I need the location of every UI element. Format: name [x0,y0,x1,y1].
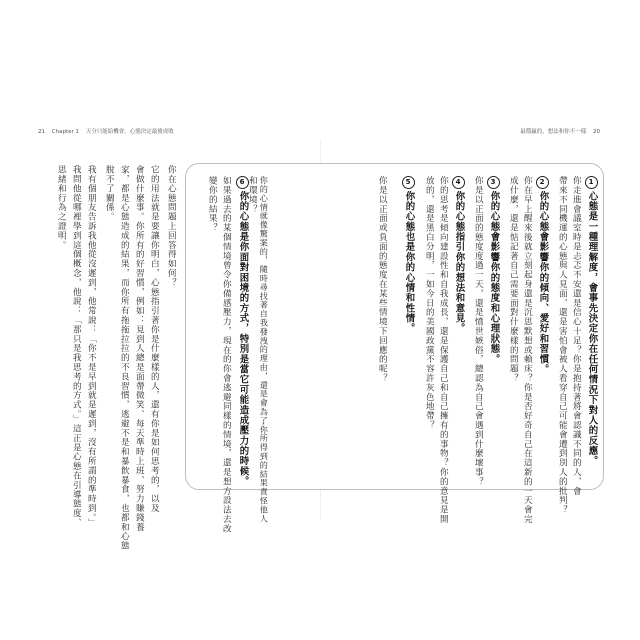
right-page-number: 20 [593,129,600,135]
left-chapter-title: 天分只能給機會，心態決定最後成敗 [85,129,174,135]
item-4-line-1: 你的思考是傾向建設性和自我成長，還是保護自己和自己擁有的事物？你的意見是開 [438,176,449,524]
item-6-line-3: 如果過去的某個情境曾令你備感壓力，現在的你會逃避同樣的情境，還是想方設法去改 [221,176,232,534]
item-1-line-2: 帶來不同機運的心態與人見面，還是害怕會被人看穿自己可能會遭到別人的批判？ [557,176,568,515]
item-2-line-1: 你在早上醒來後就立刻起身還是沉思默想或賴床？你是否好奇自己在這新的一天會完 [522,176,533,524]
left-body-line-1: 你在心態問題上回答得如何？ [166,165,177,288]
item-6-line-4: 變你的結果？ [207,176,218,233]
item-2-heading: 2你的心態會影響你的傾向、愛好和習慣。 [537,178,549,375]
left-body-line-2: 它的用法就是要讓你明白，心態指引著你是什麼樣的人，還有你是如何思考的，以及 [149,165,160,513]
left-body-line-8: 思緒和行為之證明。 [56,165,67,250]
item-1-heading: 1心態是一種理解度，會事先決定你在任何情況下對人的反應。 [586,178,598,467]
item-6-heading: 6你的心態是你面對困境的方式，特別是當它可能造成壓力的時候。 [237,178,249,487]
item-6-number: 6 [236,176,249,189]
left-body-line-3: 會做什麼事。你所有的好習慣，例如：見到人總是面帶微笑、每天準時上班、努力賺錢養 [134,165,145,532]
item-5-line-1: 你是以正面或負面的態度在某些情境下回應的呢？ [377,176,388,383]
left-body-line-7: 我問他從哪裡學到這個概念，他說：「那只是我思考的方式。」這正是心態在引導態度、 [71,165,82,528]
item-4-line-2: 放的，還是黑白分明，一如今日的美國政黨不容許灰色地帶？ [424,176,435,430]
right-chapter-title: 最穩贏的，想法和你不一樣 [520,129,587,135]
item-4-heading: 4你的心態指引你的想法和意見。 [453,178,465,334]
item-6-line-1: 你的心情就像驚案的，隨時尋找著自我發洩的理由，還是會為了你所得到的結果責怪他人 [259,176,270,524]
item-2-number: 2 [536,176,549,189]
left-chapter-label: Chapter 1 [51,129,79,135]
item-1-line-1: 你走進會議室時是忐忑不安還是信心十足？你是抱持著將會認識不同的人，會 [571,176,582,496]
item-1-number: 1 [585,176,598,189]
item-2-line-2: 成什麼，還是惦記著自己需要面對什麼樣的問題？ [508,176,519,383]
item-3-heading: 3你的心態會影響你的態度和心理狀態。 [488,178,500,365]
item-3-line-1: 你是以正面的態度度過一天，還是憤世嫉俗，總認為自己會遇到什麼壞事？ [473,176,484,487]
item-4-number: 4 [452,176,465,189]
item-5-number: 5 [402,176,415,189]
item-6-line-2: 和環境？ [247,176,258,214]
left-body-line-6: 我有個朋友告訴我他從沒遲到，他常說：「你不是早到就是遲到，沒有所謂的準時到。」 [86,165,97,528]
left-page-number: 21 [38,129,45,135]
left-body-line-4: 家，都是心態造成的結果，而你所有拖拖拉拉的不良習慣，逃避不是和暴飲暴食，也都和心態 [119,165,130,551]
left-page-header [38,128,179,136]
item-3-number: 3 [487,176,500,189]
right-page-header [515,128,600,136]
item-5-heading: 5你的心態也是你的心情和性情。 [403,178,415,334]
left-body-line-5: 脫不了關係。 [104,165,115,222]
